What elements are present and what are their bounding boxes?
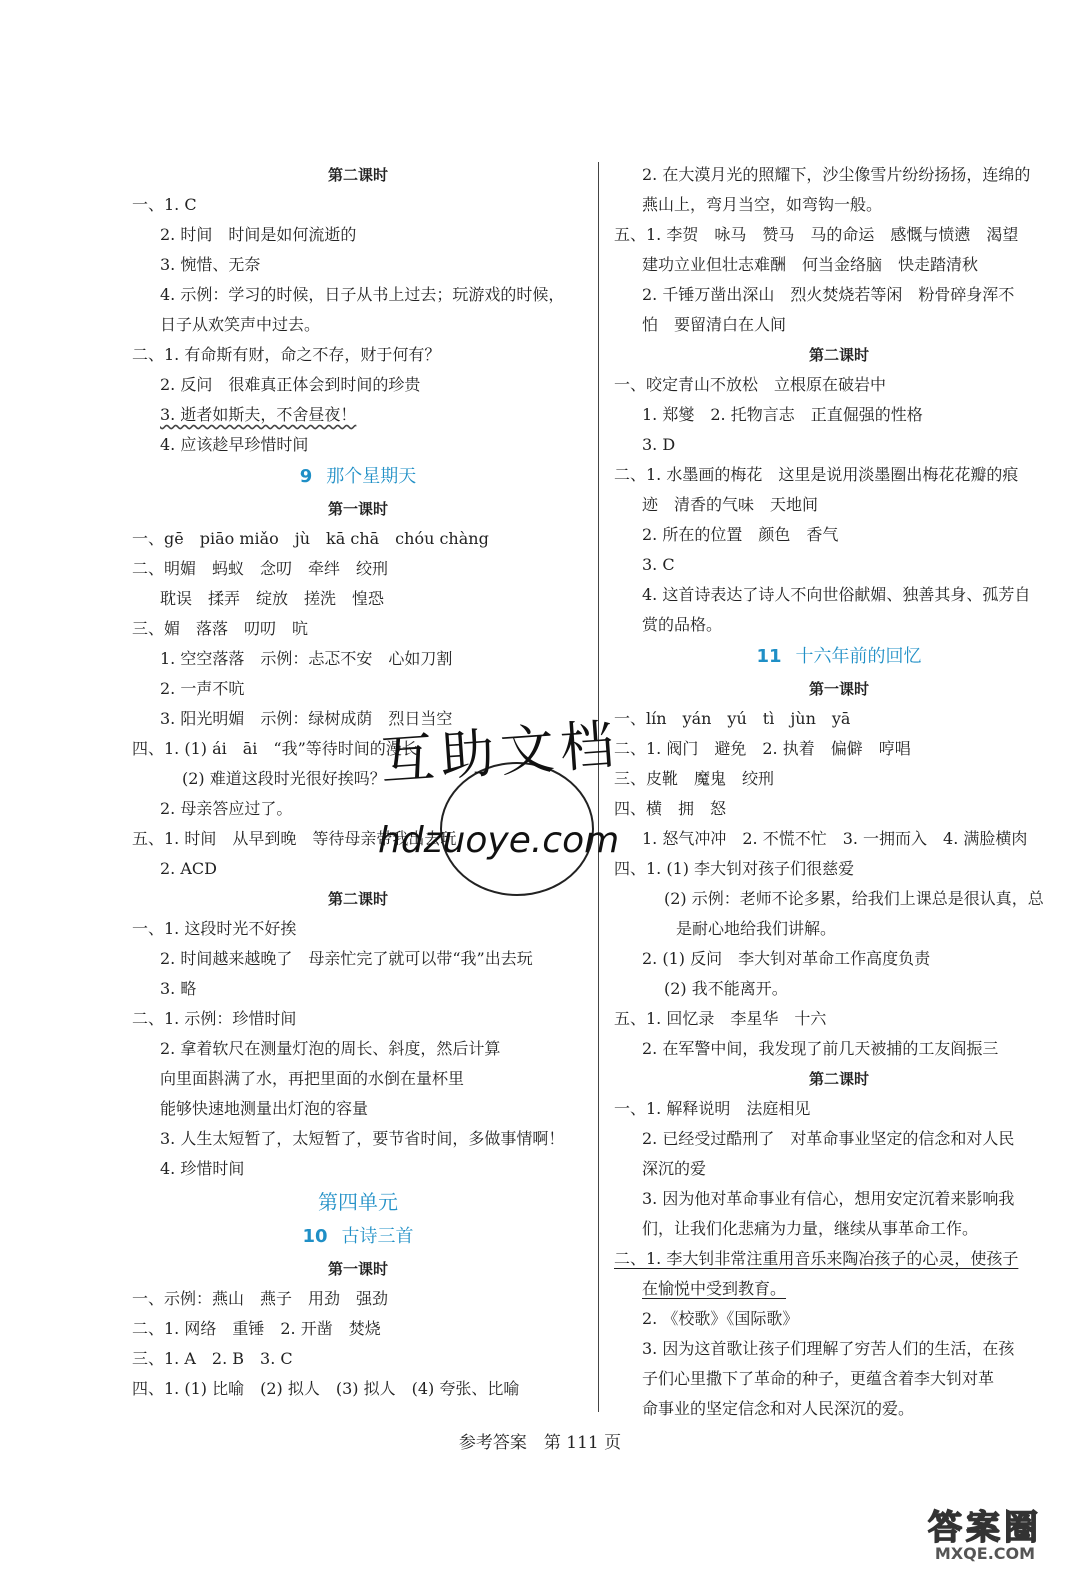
answer-line: 二、1. 示例：珍惜时间: [132, 1009, 297, 1028]
answer-line: 建功立业但壮志难酬 何当金络脑 快走踏清秋: [642, 255, 979, 274]
answer-line: 4. 珍惜时间: [160, 1159, 245, 1178]
answer-line: 2. 时间 时间是如何流逝的: [160, 225, 357, 244]
lesson-period-heading: 第一课时: [327, 500, 388, 518]
answer-line: 3. 人生太短暂了，太短暂了，要节省时间，多做事情啊！: [160, 1129, 565, 1148]
answer-line: 3. C: [642, 555, 675, 574]
answer-line: 四、1. (1) 李大钊对孩子们很慈爱: [614, 859, 855, 878]
answer-line: 二、1. 阀门 避免 2. 执着 偏僻 哼唱: [614, 739, 911, 758]
answer-line: 一、gē piāo miǎo jù kā chā chóu chàng: [132, 529, 489, 548]
answer-line: 一、1. C: [132, 195, 197, 214]
answer-line: 4. 应该趁早珍惜时间: [160, 435, 309, 454]
answer-line: 三、媚 落落 叨叨 吭: [132, 619, 309, 638]
unit-title: 第四单元: [318, 1190, 398, 1214]
answer-line: 1. 怒气冲冲 2. 不慌不忙 3. 一拥而入 4. 满脸横肉: [642, 829, 1028, 848]
answer-line: 1. 郑燮 2. 托物言志 正直倔强的性格: [642, 405, 923, 424]
answer-line: (2) 难道这段时光很好挨吗？: [182, 769, 386, 788]
answer-line: 2. 在军警中间，我发现了前几天被捕的工友阎振三: [642, 1039, 999, 1058]
answer-line: 3. 逝者如斯夫，不舍昼夜！: [160, 405, 357, 424]
lesson-period-heading: 第二课时: [327, 890, 388, 908]
lesson-name: 十六年前的回忆: [795, 646, 922, 667]
answer-line: 五、1. 李贺 咏马 赞马 马的命运 感慨与愤懑 渴望: [614, 225, 1019, 244]
answer-line: 赏的品格。: [642, 615, 723, 634]
corner-logo-url: MXQE.COM: [934, 1544, 1036, 1563]
answer-line: 2. 已经受过酷刑了 对革命事业坚定的信念和对人民: [642, 1129, 1015, 1148]
answer-line: 4. 示例：学习的时候，日子从书上过去；玩游戏的时候，: [160, 285, 565, 304]
lesson-number: 9: [299, 466, 313, 487]
answer-line: 三、皮靴 魔鬼 绞刑: [614, 769, 775, 788]
answer-line: 耽误 揉弄 绽放 搓洗 惶恐: [160, 589, 385, 608]
answer-line: 一、1. 解释说明 法庭相见: [614, 1099, 811, 1118]
answer-line: 2. 所在的位置 颜色 香气: [642, 525, 839, 544]
answer-line: 2. 在大漠月光的照耀下，沙尘像雪片纷纷扬扬，连绵的: [642, 165, 1031, 184]
answer-line: 一、1. 这段时光不好挨: [132, 919, 297, 938]
lesson-title: [132, 460, 584, 494]
answer-line: 向里面斟满了水，再把里面的水倒在量杯里: [160, 1069, 465, 1088]
answer-line: 日子从欢笑声中过去。: [160, 315, 321, 334]
lesson-title: [614, 640, 1064, 674]
answer-line: (2) 我不能离开。: [664, 979, 788, 998]
answer-line: 一、咬定青山不放松 立根原在破岩中: [614, 375, 887, 394]
lesson-period-heading: 第二课时: [327, 166, 388, 184]
answer-line: 2. 母亲答应过了。: [160, 799, 293, 818]
answer-line: 燕山上，弯月当空，如弯钩一般。: [642, 195, 883, 214]
answer-line: 2. 拿着软尺在测量灯泡的周长、斜度，然后计算: [160, 1039, 501, 1058]
answer-line: 四、横 拥 怒: [614, 799, 727, 818]
answer-line: 2. (1) 反问 李大钊对革命工作高度负责: [642, 949, 931, 968]
watermark-title: 互助文档: [378, 712, 623, 793]
lesson-title: [132, 1220, 584, 1254]
answer-line: 3. 惋惜、无奈: [160, 255, 261, 274]
answer-line: 一、lín yán yú tì jùn yā: [614, 709, 851, 728]
answer-line: 深沉的爱: [642, 1159, 707, 1178]
answer-line: 1. 空空落落 示例：忐忑不安 心如刀割: [160, 649, 453, 668]
answer-column-left: [132, 160, 584, 1404]
answer-line: 2. 反问 很难真正体会到时间的珍贵: [160, 375, 421, 394]
lesson-period-heading: 第二课时: [808, 346, 869, 364]
answer-line: 2. 时间越来越晚了 母亲忙完了就可以带“我”出去玩: [160, 949, 533, 968]
answer-line: 四、1. (1) ái āi “我”等待时间的漫长: [132, 739, 418, 758]
lesson-name: 那个星期天: [326, 466, 417, 487]
answer-line: 3. 因为这首歌让孩子们理解了穷苦人们的生活，在孩: [642, 1339, 1015, 1358]
answer-line: 2. 《校歌》《国际歌》: [642, 1309, 799, 1328]
lesson-period-heading: 第二课时: [808, 1070, 869, 1088]
column-divider: [598, 162, 599, 1412]
answer-line: 3. 略: [160, 979, 197, 998]
answer-column-right: [614, 160, 1064, 1424]
answer-line: 4. 这首诗表达了诗人不向世俗献媚、独善其身、孤芳自: [642, 585, 1031, 604]
answer-line: 怕 要留清白在人间: [642, 315, 787, 334]
answer-line: 二、1. 有命斯有财，命之不存，财于何有？: [132, 345, 441, 364]
answer-line: 能够快速地测量出灯泡的容量: [160, 1099, 369, 1118]
answer-line: 们，让我们化悲痛为力量，继续从事革命工作。: [642, 1219, 979, 1238]
answer-line: 二、明媚 蚂蚁 念叨 牵绊 绞刑: [132, 559, 389, 578]
answer-line: 2. 一声不吭: [160, 679, 245, 698]
answer-line: 迹 清香的气味 天地间: [642, 495, 819, 514]
answer-line: 五、1. 时间 从早到晚 等待母亲带我出去玩: [132, 829, 457, 848]
answer-line: 是耐心地给我们讲解。: [676, 919, 837, 938]
answer-line: 四、1. (1) 比喻 (2) 拟人 (3) 拟人 (4) 夸张、比喻: [132, 1379, 520, 1398]
answer-line: 二、1. 水墨画的梅花 这里是说用淡墨圈出梅花花瓣的痕: [614, 465, 1019, 484]
answer-line: 一、示例：燕山 燕子 用劲 强劲: [132, 1289, 389, 1308]
answer-line: 二、1. 李大钊非常注重用音乐来陶冶孩子的心灵，使孩子: [614, 1249, 1019, 1268]
lesson-number: 11: [756, 646, 782, 667]
lesson-period-heading: 第一课时: [327, 1260, 388, 1278]
lesson-period-heading: 第一课时: [808, 680, 869, 698]
answer-line: 二、1. 网络 重锤 2. 开凿 焚烧: [132, 1319, 381, 1338]
answer-line: 五、1. 回忆录 李星华 十六: [614, 1009, 827, 1028]
answer-line: 三、1. A 2. B 3. C: [132, 1349, 293, 1368]
answer-line: 2. 千锤万凿出深山 烈火焚烧若等闲 粉骨碎身浑不: [642, 285, 1015, 304]
answer-line: 子们心里撒下了革命的种子，更蕴含着李大钊对革: [642, 1369, 995, 1388]
corner-logo-text: 答案圈: [928, 1508, 1042, 1548]
answer-line: 3. 阳光明媚 示例：绿树成荫 烈日当空: [160, 709, 453, 728]
answer-line: (2) 示例：老师不论多累，给我们上课总是很认真，总: [664, 889, 1044, 908]
watermark-url: hdzuoye.com: [378, 820, 620, 861]
answer-line: 3. 因为他对革命事业有信心，想用安定沉着来影响我: [642, 1189, 1015, 1208]
answer-line: 2. ACD: [160, 859, 217, 878]
corner-logo: [900, 1500, 1070, 1570]
lesson-number: 10: [302, 1226, 328, 1247]
answer-line: 3. D: [642, 435, 676, 454]
page-footer: 参考答案 第 111 页: [458, 1433, 622, 1453]
answer-line: 命事业的坚定信念和对人民深沉的爱。: [642, 1399, 915, 1418]
lesson-name: 古诗三首: [341, 1226, 414, 1247]
answer-line: 在愉悦中受到教育。: [642, 1279, 787, 1298]
